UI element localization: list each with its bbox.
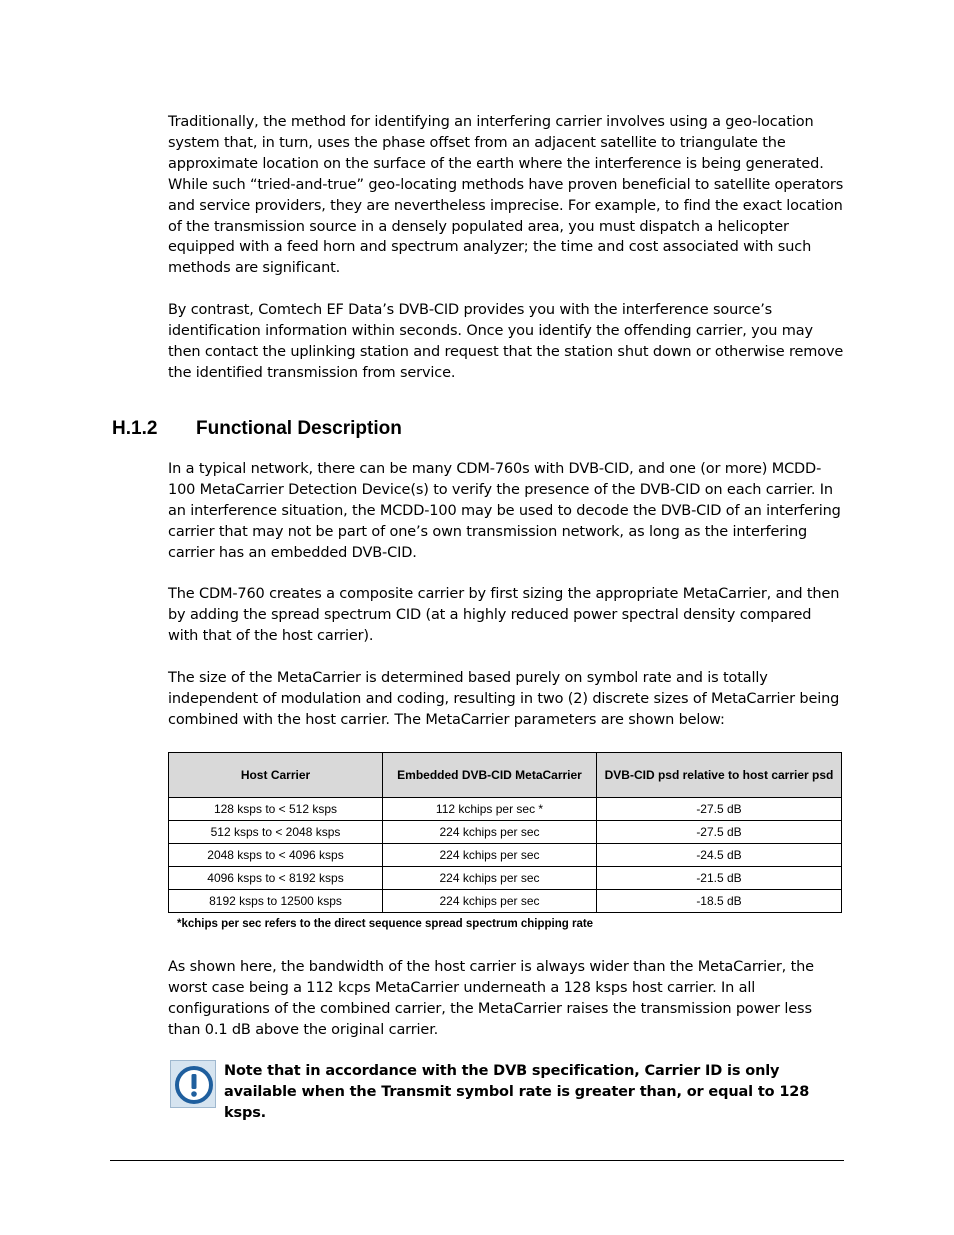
table-cell: 224 kchips per sec — [383, 821, 597, 844]
table-cell: 128 ksps to < 512 ksps — [169, 798, 383, 821]
table-row — [169, 798, 842, 821]
table-footnote: *kchips per sec refers to the direct sequence spread spectrum chipping rate — [177, 918, 594, 930]
table-cell: -18.5 dB — [597, 890, 842, 913]
section-title: Functional Description — [196, 418, 402, 439]
table-cell: -21.5 dB — [597, 867, 842, 890]
table-cell: 112 kchips per sec * — [383, 798, 597, 821]
table-cell: 4096 ksps to < 8192 ksps — [169, 867, 383, 890]
table-row — [169, 844, 842, 867]
column-header: Host Carrier — [169, 753, 383, 798]
note-text: Note that in accordance with the DVB specification, Carrier ID is only available when the Transmit symbol rate is greater than, or equal to 128 ksps. — [224, 1063, 810, 1121]
section-number: H.1.2 — [112, 418, 158, 439]
contrast-paragraph: By contrast, Comtech EF Data’s DVB-CID provides you with the interference source’s identification information within seconds. Once you identify the offending carrier, you may then contact the uplinking station and request that the station shut down or otherwise remove the identified transmission from service. — [168, 302, 844, 381]
table-cell: 8192 ksps to 12500 ksps — [169, 890, 383, 913]
table-cell: -24.5 dB — [597, 844, 842, 867]
table-cell: 224 kchips per sec — [383, 867, 597, 890]
footer-divider — [110, 1160, 844, 1161]
section-heading — [112, 418, 402, 440]
network-paragraph: In a typical network, there can be many CDM-760s with DVB-CID, and one (or more) MCDD-100 MetaCarrier Detection Device(s) to verify the presence of the DVB-CID on each carrier. In an interference situation, the MCDD-100 may be used to decode the DVB-CID of an interfering carrier that may not be part of one’s own transmission network, as long as the interfering carrier has an embedded DVB-CID. — [168, 461, 841, 561]
composite-carrier-paragraph: The CDM-760 creates a composite carrier by first sizing the appropriate MetaCarrier, and then by adding the spread spectrum CID (at a highly reduced power spectral density compared with that of the host carrier). — [168, 586, 840, 644]
metacarrier-size-paragraph: The size of the MetaCarrier is determined based purely on symbol rate and is totally independent of modulation and coding, resulting in two (2) discrete sizes of MetaCarrier being combined with the host carrier. The MetaCarrier parameters are shown below: — [168, 670, 840, 728]
table-cell: 2048 ksps to < 4096 ksps — [169, 844, 383, 867]
table-cell: -27.5 dB — [597, 798, 842, 821]
table-cell: 512 ksps to < 2048 ksps — [169, 821, 383, 844]
table-row — [169, 890, 842, 913]
table-cell: -27.5 dB — [597, 821, 842, 844]
bandwidth-paragraph: As shown here, the bandwidth of the host carrier is always wider than the MetaCarrier, the worst case being a 112 kcps MetaCarrier underneath a 128 ksps host carrier. In all configurations of the combined carrier, the MetaCarrier raises the transmission power less than 0.1 dB above the original carrier. — [168, 959, 814, 1038]
table-cell: 224 kchips per sec — [383, 844, 597, 867]
intro-paragraph: Traditionally, the method for identifying an interfering carrier involves using a geo-location system that, in turn, uses the phase offset from an adjacent satellite to triangulate the approximate location on the surface of the earth where the interference is being generated. While such “tried-and-true” geo-locating methods have proven beneficial to satellite operators and service providers, they are nevertheless imprecise. For example, to find the exact location of the transmission source in a densely populated area, you must dispatch a helicopter equipped with a feed horn and spectrum analyzer; the time and cost associated with such methods are significant. — [168, 114, 844, 277]
info-exclamation-icon — [170, 1060, 216, 1108]
column-header: DVB-CID psd relative to host carrier psd — [597, 753, 842, 798]
table-header-row — [169, 753, 842, 798]
table-row — [169, 821, 842, 844]
table-cell: 224 kchips per sec — [383, 890, 597, 913]
column-header: Embedded DVB-CID MetaCarrier — [383, 753, 597, 798]
metacarrier-parameters-table — [168, 752, 842, 913]
table-row — [169, 867, 842, 890]
